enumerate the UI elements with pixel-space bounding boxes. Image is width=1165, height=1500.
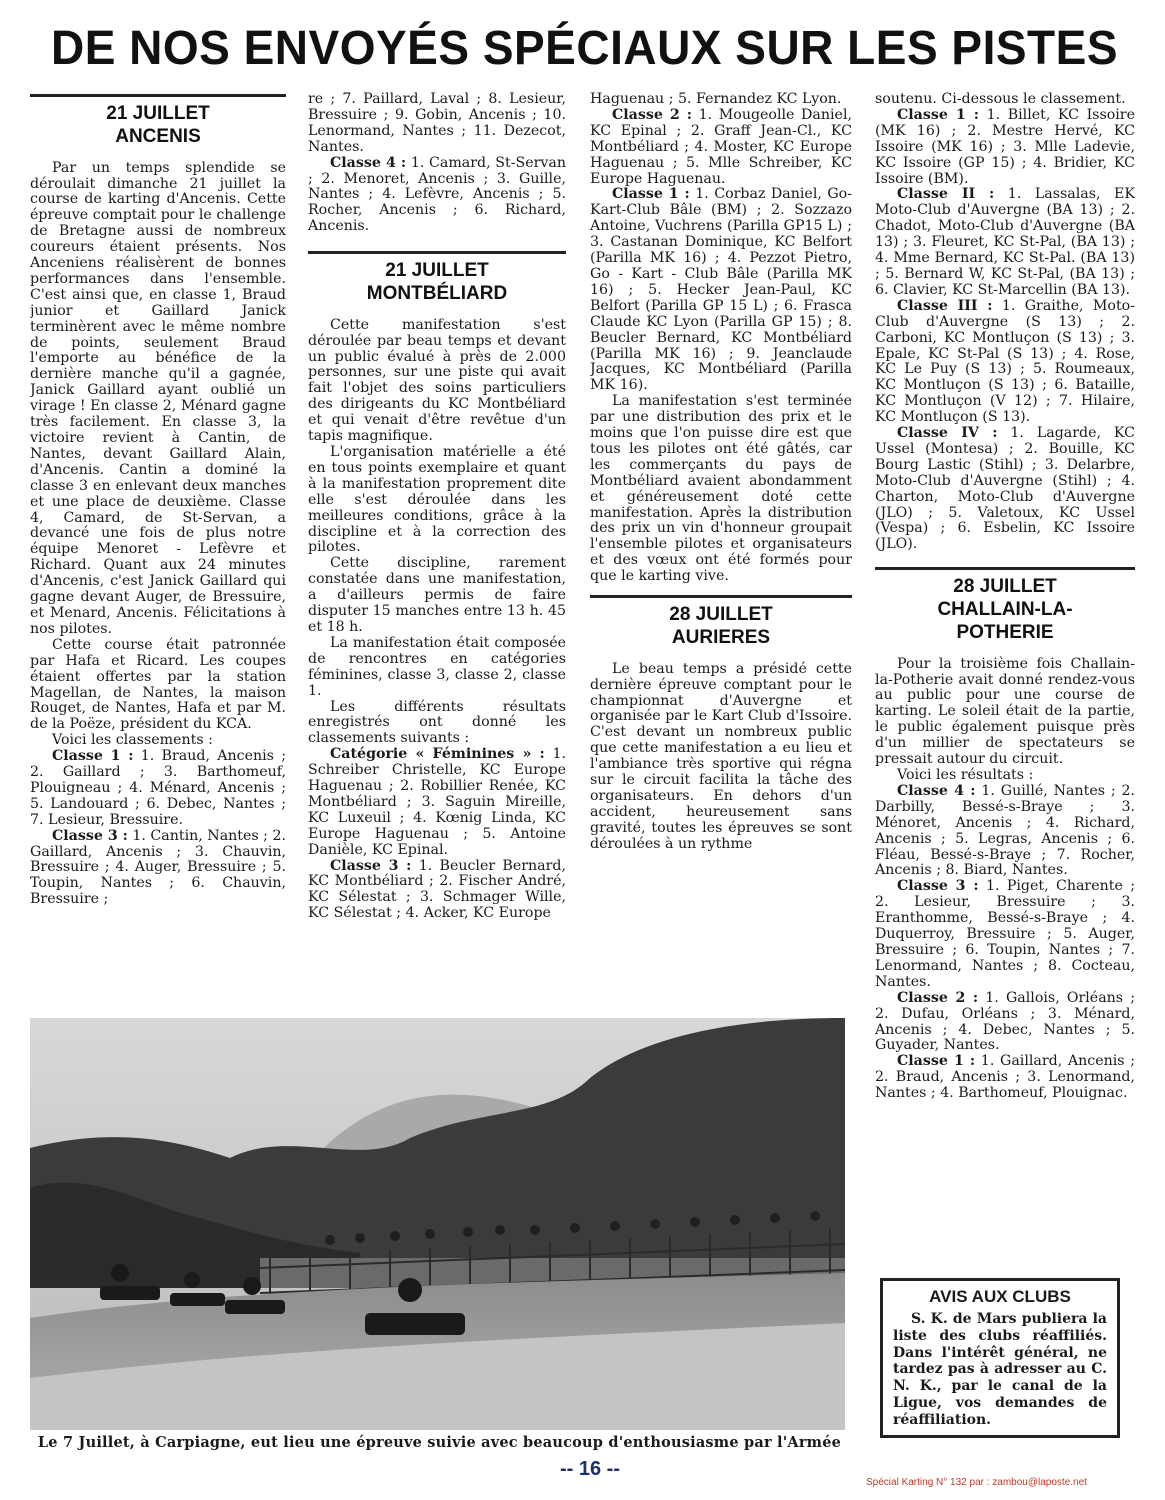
- article-paragraph: Cette manifestation s'est déroulée par beau temps et devant un public évalué à près de 2.000 personnes, sur une piste qui avait fait l'objet des soins particuliers des dirigeants du KC Montbéliard et qui venait d'être revêtue d'un tapis magnifique.: [308, 316, 566, 445]
- results-text: 1. Corbaz Daniel, Go-Kart-Club Bâle (BM) ; 2. Sozzazo Antoine, Vuchrens (Parilla GP15 L) ; 3. Castanan Dominique, KC Belfort (Parilla MK 16) ; 4. Pezzot Pietro, Go - Kart - Club Bâle (Parilla MK 16) ; 5. Hecker Jean-Paul, KC Belfort (Parilla GP 15 L) ; 6. Frasca Claude KC Lyon (Parilla GP 15) ; 8. Beucler Bernard, KC Montbéliard (Parilla MK 16) ; 9. Jeanclaude Jacques, KC Montbéliard (Parilla MK 16).: [590, 186, 852, 394]
- results-entry: [30, 749, 286, 829]
- section-date: 28 JUILLET: [669, 604, 773, 626]
- article-paragraph-continued: soutenu. Ci-dessous le classement.: [875, 92, 1126, 107]
- results-text: 1. Mougeolle Daniel, KC Epinal ; 2. Graff Jean-Cl., KC Montbéliard ; 4. Moster, KC Europe Haguenau ; 5. Mlle Schreiber, KC Europe Haguenau.: [590, 106, 852, 187]
- notice-body: S. K. de Mars publiera la liste des clubs réaffiliés. Dans l'intérêt général, ne tardez pas à adresser au C. N. K., par le canal de la Ligue, vos demandes de réaffiliation.: [893, 1311, 1107, 1428]
- article-paragraph: Cette course était patronnée par Hafa et Ricard. Les coupes étaient offertes par la station Magellan, de Nantes, la maison Rouget, de Nantes, Hafa et par M. de la Poëze, président du KCA.: [30, 636, 286, 733]
- photo-caption: Le 7 Juillet, à Carpiagne, eut lieu une épreuve suivie avec beaucoup d'enthousiasme par l'Armée: [37, 1434, 842, 1451]
- notice-title: AVIS AUX CLUBS: [929, 1287, 1071, 1306]
- article-paragraph: Voici les résultats :: [897, 767, 1034, 784]
- results-entry: [875, 879, 1135, 990]
- results-label: Classe 4 :: [897, 782, 976, 799]
- results-entry: [308, 747, 566, 858]
- results-text: 1. Camard, St-Servan ; 2. Menoret, Ancenis ; 3. Guille, Nantes ; 4. Lefèvre, Ancenis ; 5. Rocher, Ancenis ; 6. Richard, Ancenis.: [308, 154, 566, 235]
- results-text: 1. Braud, Ancenis ; 2. Gaillard ; 3. Barthomeuf, Plouigneau ; 4. Ménard, Ancenis ; 5. Landouard ; 6. Debec, Nantes ; 7. Lesieur, Bressuire.: [30, 748, 286, 828]
- results-text: 1. Billet, KC Issoire (MK 16) ; 2. Mestre Hervé, KC Issoire (MK 16) ; 3. Mlle Ladevie, KC Issoire (GP 15) ; 4. Bridier, KC Issoire (BM).: [875, 106, 1135, 187]
- results-label: Classe 3 :: [52, 827, 128, 844]
- results-label: Classe 1 :: [897, 1053, 976, 1070]
- column-ancenis: [30, 94, 286, 1016]
- results-label: Classe III :: [897, 297, 993, 314]
- results-entry: [308, 156, 566, 236]
- results-label: Classe 3 :: [330, 857, 412, 874]
- results-label: Classe 2 :: [612, 106, 693, 123]
- results-text: 1. Lassalas, EK Moto-Club d'Auvergne (BA 13) ; 2. Chadot, Moto-Club d'Auvergne (BA 13) ; 3. Fleuret, KC St-Pal, (BA 13) ; 4. Mme Bernard, KC St-Pal. (BA 13) ; 5. Bernard W, KC St-Pal, (BA 13) ; 6. Clavier, KC St-Marcellin (BA 13).: [875, 186, 1135, 298]
- article-paragraph: La manifestation était composée de rencontres en catégories féminines, classe 3, classe 2, classe 1.: [308, 634, 566, 699]
- results-entry: [875, 187, 1135, 298]
- results-text: 1. Graithe, Moto-Club d'Auvergne (S 13) ; 2. Carboni, KC Montluçon (S 13) ; 3. Epale, KC St-Pal (S 13) ; 4. Rose, KC Le Puy (S 13) ; 5. Roumeaux, KC Montluçon (S 13) ; 6. Bataille, KC Montluçon (V 12) ; 7. Hilaire, KC Montluçon (S 13).: [875, 297, 1135, 426]
- results-text: 1. Beucler Bernard, KC Montbéliard ; 2. Fischer André, KC Sélestat ; 3. Schmager Wille, KC Sélestat ; 4. Acker, KC Europe: [308, 857, 566, 922]
- section-place: MONTBÉLIARD: [366, 282, 508, 304]
- article-paragraph: L'organisation matérielle a été en tous points exemplaire et quant à la manifestation proprement dite elle s'est déroulée dans les meilleures conditions, grâce à la discipline et à la correction des pilotes.: [308, 444, 566, 556]
- article-paragraph: Les différents résultats enregistrés ont donné les classements suivants :: [308, 698, 566, 747]
- results-label: Classe IV :: [897, 425, 998, 442]
- results-label: Classe 1 :: [612, 186, 690, 203]
- results-entry: [308, 859, 566, 923]
- results-entry: [875, 108, 1135, 188]
- section-header-challain: [875, 567, 1135, 650]
- article-paragraph: Pour la troisième fois Challain-la-Potherie avait donné rendez-vous au public pour une course de karting. Le soleil était de la partie, le public également puisque près d'un millier de spectateurs se pressait autour du circuit.: [875, 655, 1135, 768]
- section-header-ancenis: [30, 94, 286, 155]
- results-text: 1. Gaillard, Ancenis ; 2. Braud, Ancenis ; 3. Lenormand, Nantes ; 4. Barthomeuf, Plouignac.: [875, 1053, 1135, 1102]
- section-date: 28 JUILLET: [953, 576, 1057, 598]
- page-headline: DE NOS ENVOYÉS SPÉCIAUX SUR LES PISTES: [50, 19, 1119, 75]
- section-date: 21 JUILLET: [385, 260, 489, 282]
- section-place: ANCENIS: [115, 125, 201, 147]
- results-text: 1. Cantin, Nantes ; 2. Gaillard, Ancenis ; 3. Chauvin, Bressuire ; 4. Auger, Bressuire ; 5. Toupin, Nantes ; 6. Chauvin, Bressuire ;: [30, 827, 286, 908]
- article-paragraph: Cette discipline, rarement constatée dans une manifestation, a d'ailleurs permis de faire disputer 15 manches entre 13 h. 45 et 18 h.: [308, 555, 566, 635]
- results-text: 1. Piget, Charente ; 2. Lesieur, Bressuire ; 3. Eranthomme, Bessé-s-Braye ; 4. Duquerroy, Bressuire ; 5. Auger, Bressuire ; 6. Toupin, Nantes ; 7. Lenormand, Nantes ; 8. Cocteau, Nantes.: [875, 878, 1135, 990]
- notice-box: [880, 1278, 1120, 1438]
- section-header-aurieres: [590, 595, 852, 656]
- article-paragraph: La manifestation s'est terminée par une distribution des prix et le moins que l'on puisse dire est que tous les pilotes ont été gâtés, car les commerçants du pays de Montbéliard avaient abondamment et généreusement doté cette manifestation. Après la distribution des prix un vin d'honneur groupait l'ensemble pilotes et organisateurs et des vœux ont été formés pour que le karting vive.: [590, 393, 852, 585]
- results-entry: [875, 991, 1135, 1055]
- results-label: Classe II :: [897, 186, 995, 203]
- results-entry: [30, 829, 286, 909]
- race-photo-illustration: [30, 1018, 845, 1430]
- results-text: 1. Guillé, Nantes ; 2. Darbilly, Bessé-s-Braye ; 3. Ménoret, Ancenis ; 4. Richard, Ancenis ; 5. Legras, Ancenis ; 6. Fléau, Bessé-s-Braye ; 7. Rocher, Ancenis ; 8. Biard, Nantes.: [875, 782, 1135, 879]
- results-label: Classe 2 :: [897, 989, 979, 1006]
- results-entry: [875, 1054, 1135, 1102]
- results-entry: [875, 426, 1135, 553]
- column-aurieres: [590, 92, 852, 1016]
- results-text: 1. Schreiber Christelle, KC Europe Haguenau ; 2. Robillier Renée, KC Montbéliard ; 3. Saguin Mireille, KC Luxeuil ; 4. Kœnig Linda, KC Europe Haguenau ; 5. Antoine Danièle, KC Epinal.: [308, 746, 566, 858]
- article-paragraph: Voici les classements :: [52, 732, 213, 749]
- section-place: CHALLAIN-LA-: [937, 599, 1073, 621]
- results-label: Classe 1 :: [52, 748, 134, 765]
- results-label: Classe 3 :: [897, 878, 979, 895]
- results-text: 1. Lagarde, KC Ussel (Montesa) ; 2. Bouille, KC Bourg Lastic (Stihl) ; 3. Delarbre, Moto-Club d'Auvergne (Stihl) ; 4. Charton, Moto-Club d'Auvergne (JLO) ; 5. Valetoux, KC Ussel (Vespa) ; 6. Esbelin, KC Issoire (JLO).: [875, 425, 1135, 553]
- results-entry: [875, 299, 1135, 426]
- results-label: Classe 1 :: [897, 106, 979, 123]
- results-label: Classe 4 :: [330, 154, 407, 171]
- section-place: POTHERIE: [956, 621, 1054, 643]
- results-entry: [590, 108, 852, 188]
- section-place: AURIERES: [671, 626, 771, 648]
- column-challain: [875, 92, 1135, 1274]
- article-paragraph-continued: Haguenau ; 5. Fernandez KC Lyon.: [590, 92, 842, 107]
- results-entry: [590, 187, 852, 394]
- results-text: 1. Gallois, Orléans ; 2. Dufau, Orléans ; 3. Ménard, Ancenis ; 4. Debec, Nantes ; 5. Guyader, Nantes.: [875, 989, 1135, 1054]
- scan-credit: Spécial Karting N° 132 par : zambou@laposte.net: [866, 1477, 1087, 1488]
- section-date: 21 JUILLET: [106, 103, 210, 124]
- article-paragraph: Par un temps splendide se déroulait dimanche 21 juillet la course de karting d'Ancenis. Cette épreuve comptait pour le challenge de Bretagne aussi de nombreux coureurs étaient présents. Nos Anceniens réalisèrent de bonnes performances dans l'ensemble. C'est ainsi que, en classe 1, Braud junior et Gaillard Janick terminèrent avec le même nombre de points, seulement Braud l'emporte au bénéfice de la dernière manche qu'il a gagnée, Janick Gaillard ayant oublié un virage ! En classe 2, Ménard gagne très facilement. En classe 3, la victoire revient à Cantin, de Nantes, devant Gaillard Alain, d'Ancenis. Cantin a dominé la classe 3 en enlevant deux manches et une place de deuxième. Classe 4, Camard, de St-Servan, a devancé une fois de plus notre équipe Menoret - Lefèvre et Richard. Quant aux 24 minutes d'Ancenis, c'est Janick Gaillard qui gagne devant Auger, de Bressuire, et Menard, Ancenis. Félicitations à nos pilotes.: [30, 159, 286, 637]
- results-entry: [875, 784, 1135, 879]
- article-paragraph-continued: re ; 7. Paillard, Laval ; 8. Lesieur, Bressuire ; 9. Gobin, Ancenis ; 10. Lenormand, Nantes ; 11. Dezecot, Nantes.: [308, 92, 566, 155]
- page-number: -- 16 --: [560, 1458, 620, 1480]
- results-label: Catégorie « Féminines » :: [330, 746, 545, 763]
- race-photo: [30, 1018, 845, 1430]
- section-header-montbeliard: [308, 251, 566, 312]
- article-paragraph: Le beau temps a présidé cette dernière épreuve comptant pour le championnat d'Auvergne et organisée par le Kart Club d'Issoire. C'est devant un nombreux public que cette manifestation a eu lieu et l'ambiance très sportive qui régna sur le circuit facilita la tâche des organisateurs. En dehors d'un accident, heureusement sans gravité, toutes les épreuves se sont déroulées à un rythme: [590, 660, 852, 852]
- column-montbeliard: [308, 92, 566, 1016]
